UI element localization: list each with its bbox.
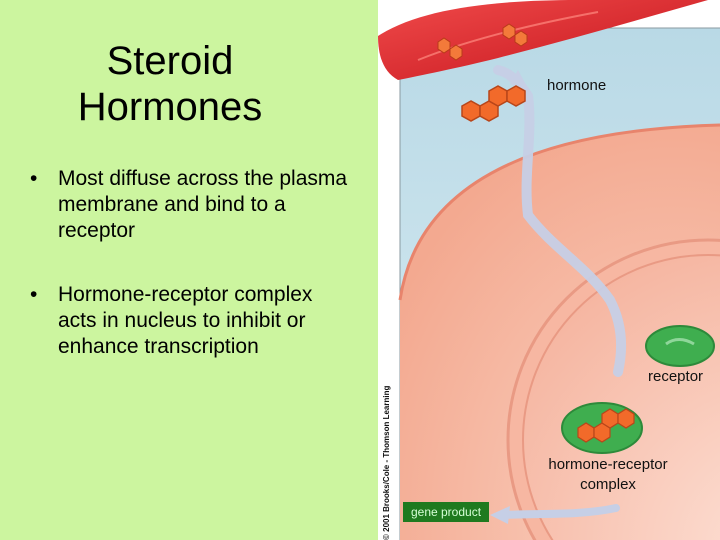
slide-title: Steroid Hormones <box>77 39 263 129</box>
bullet-list <box>28 166 348 398</box>
hormone-receptor-complex-label: hormone-receptor complex <box>548 456 668 493</box>
bullet-text: Most diffuse across the plasma membrane and bind to a receptor <box>58 167 348 242</box>
bullet-marker: • <box>30 167 38 190</box>
receptor-icon <box>646 326 714 366</box>
copyright-notice: © 2001 Brooks/Cole - Thomson Learning <box>382 385 391 540</box>
receptor-label: receptor <box>648 368 704 385</box>
bullet-item <box>28 166 348 244</box>
bullet-text: Hormone-receptor complex acts in nucleus to inhibit or enhance transcription <box>58 283 313 358</box>
hormone-label: hormone <box>547 77 607 94</box>
bullet-item <box>28 282 348 360</box>
gene-product-label: gene product <box>403 502 489 522</box>
bullet-marker: • <box>30 283 38 306</box>
